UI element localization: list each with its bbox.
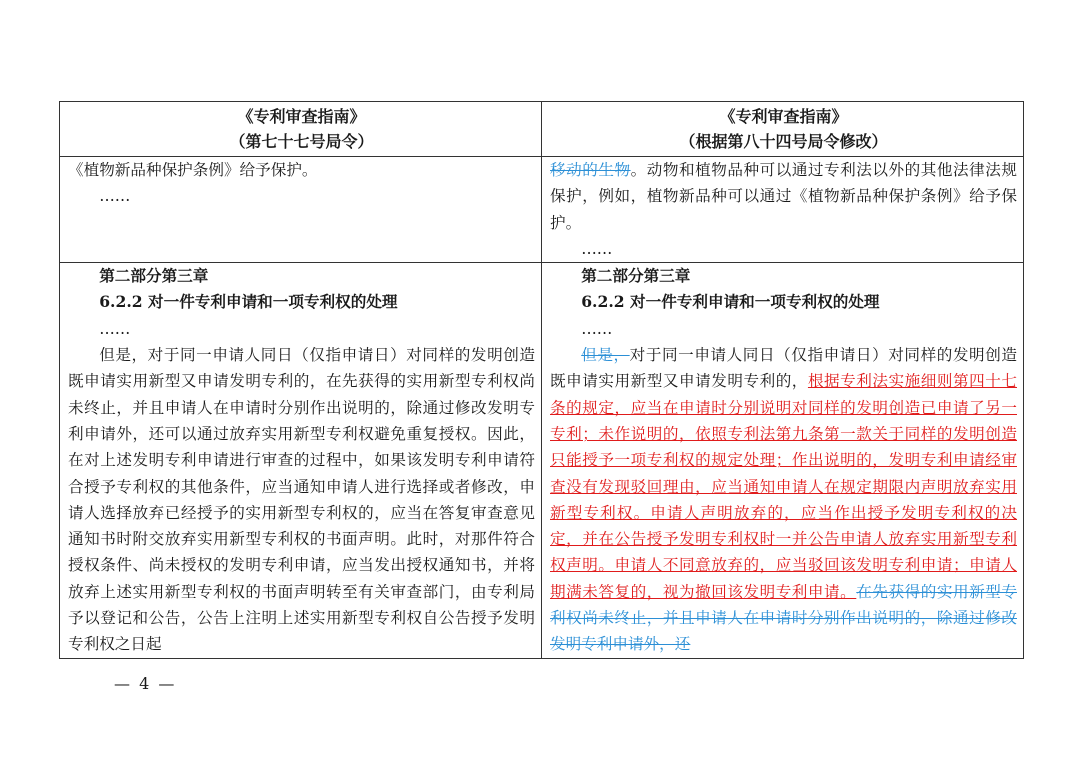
right-section-heading: 6.2.2 对一件专利申请和一项专利权的处理 <box>581 292 880 312</box>
left-doc-subtitle: （第七十七号局令） <box>229 132 374 151</box>
right-doc-subtitle: （根据第八十四号局令修改） <box>679 132 888 151</box>
left-body-text: 但是，对于同一申请人同日（仅指申请日）对同样的发明创造既申请实用新型又申请发明专利的，在先获得的实用新型专利权尚未终止，并且申请人在申请时分别作出说明的，除通过修改发明专利申请外，还可以通过放弃实用新型专利权避免重复授权。因此，在对上述发明专利申请进行审查的过程中，如果该发明专利申请符合授予专利权的其他条件，应当通知申请人进行选择或者修改，申请人选择放弃已经授予的实用新型专利权的，应当在答复审查意见通知书时附交放弃实用新型专利权的书面声明。此时，对那件符合授权条件、尚未授权的发明专利申请，应当发出授权通知书，并将放弃上述实用新型专利权的书面声明转至有关审查部门，由专利局予以登记和公告，公告上注明上述实用新型专利权自公告授予发明专利权之日起 <box>68 346 535 654</box>
header-left-cell <box>60 102 542 157</box>
row1-right-ellipsis: …… <box>581 239 613 258</box>
deleted-text: 移动的生物 <box>550 161 631 179</box>
table-row <box>60 157 1024 263</box>
page-number: — 4 — <box>114 674 177 693</box>
inserted-text: 根据专利法实施细则第四十七条的规定，应当在申请时分别说明对同样的发明创造已申请了另一专利；未作说明的，依照专利法第九条第一款关于同样的发明创造只能授予一项专利权的规定处理；作出说明的，发明专利申请经审查没有发现驳回理由，应当通知申请人在规定期限内声明放弃实用新型专利权。申请人声明放弃的，应当作出授予发明专利权的决定，并在公告授予发明专利权时一并公告申请人放弃实用新型专利权声明。申请人不同意放弃的，应当驳回该发明专利申请；申请人期满未答复的，视为撤回该发明专利申请。 <box>550 372 1017 601</box>
header-right-cell <box>542 102 1024 157</box>
comparison-table <box>59 101 1024 659</box>
row2-left-cell <box>60 263 542 658</box>
row1-left-cell <box>60 157 542 263</box>
right-ellipsis: …… <box>581 319 613 338</box>
left-section-title: 第二部分第三章 <box>99 266 209 286</box>
right-section-title: 第二部分第三章 <box>581 266 691 286</box>
table-header-row <box>60 102 1024 157</box>
left-ellipsis: …… <box>99 319 131 338</box>
deleted-text: 但是， <box>581 346 630 365</box>
row2-right-cell <box>542 263 1024 658</box>
row1-right-cell <box>542 157 1024 263</box>
row1-right-paragraph <box>550 157 1017 236</box>
right-body-paragraph <box>550 342 1017 658</box>
left-section-heading: 6.2.2 对一件专利申请和一项专利权的处理 <box>99 292 398 312</box>
table-row <box>60 263 1024 658</box>
row1-left-text: 《植物新品种保护条例》给予保护。 <box>68 161 318 179</box>
row1-right-text: 。动物和植物品种可以通过专利法以外的其他法律法规保护，例如，植物新品种可以通过《植物新品种保护条例》给予保护。 <box>550 161 1017 232</box>
right-doc-title: 《专利审查指南》 <box>719 107 848 126</box>
right-body-text: 对于同一申请人同日（仅指申请日）对同样的发明创造既申请实用新型又申请发明专利的， <box>550 346 1017 391</box>
left-doc-title: 《专利审查指南》 <box>237 107 366 126</box>
row1-left-ellipsis: …… <box>99 187 131 206</box>
deleted-text: 在先获得的实用新型专利权尚未终止，并且申请人在申请时分别作出说明的，除通过修改发明专利申请外，还 <box>550 582 1017 654</box>
